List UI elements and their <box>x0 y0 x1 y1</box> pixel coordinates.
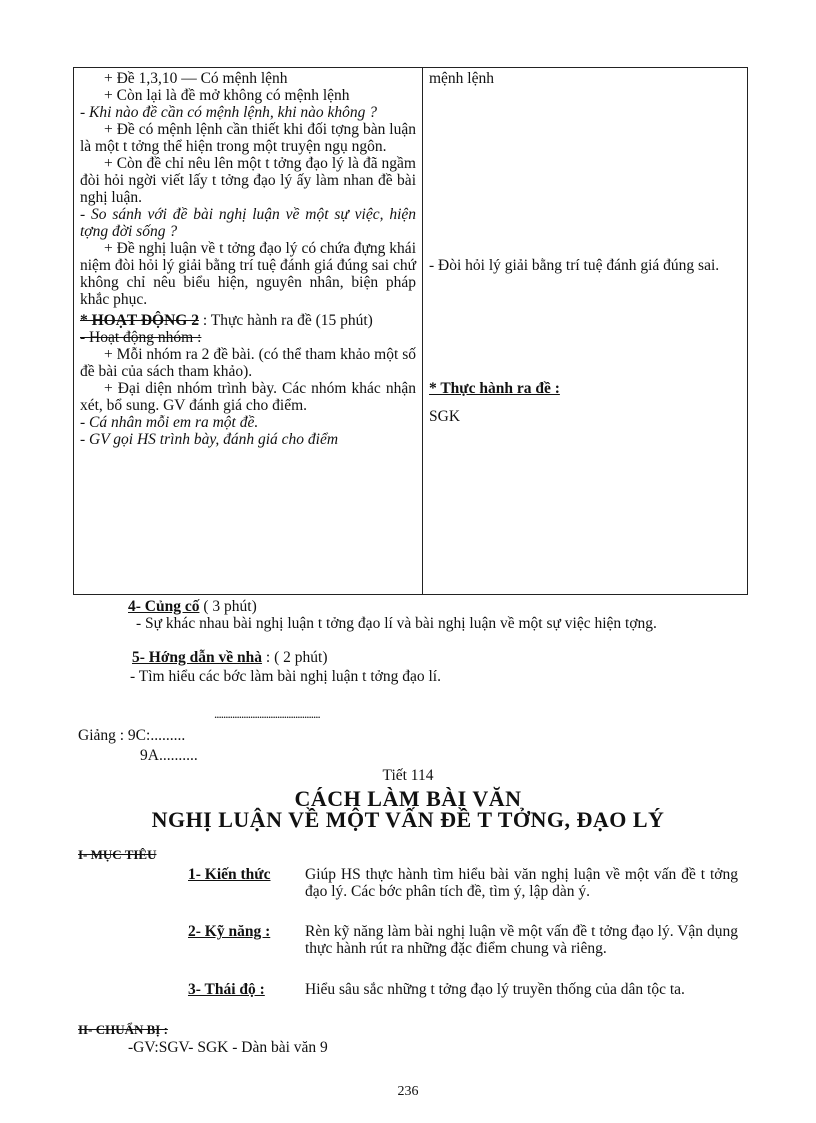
lesson-title-1: CÁCH LÀM BÀI VĂN <box>294 786 522 811</box>
left-col-part1 <box>80 70 416 308</box>
cung-co-time: ( 3 phút) <box>203 598 257 615</box>
cung-co-text: - Sự khác nhau bài nghị luận t tởng đạo lí và bài nghị luận về một sự việc hiện tợng. <box>136 615 657 632</box>
tiet-number: Tiết 114 <box>382 767 434 784</box>
cung-co-heading <box>128 598 257 615</box>
line-de-menh-lenh: + Đề 1,3,10 — Có mệnh lệnh <box>104 70 288 87</box>
cung-co-label: 4- Củng cố <box>128 598 200 615</box>
question-so-sanh: - So sánh với đề bài nghị luận về một sự việc, hiện tợng đời sống ? <box>80 206 416 240</box>
lesson-title-2: NGHỊ LUẬN VỀ MỘT VẤN ĐỀ T TỞNG, ĐẠO LÝ <box>151 807 665 832</box>
group-activity-label: - Hoạt động nhóm : <box>80 329 202 346</box>
chuan-bi-text: -GV:SGV- SGK - Dàn bài văn 9 <box>128 1039 328 1056</box>
giang-9c: Giảng : 9C:......... <box>78 727 186 744</box>
objective-label-thai-do: 3- Thái độ : <box>188 981 265 998</box>
activity-2-label: * HOẠT ĐỘNG 2 <box>80 312 199 329</box>
line-de-chi-neu: + Còn đề chỉ nêu lên một t tởng đạo lý là đã ngầm đòi hỏi ngời viết lấy t tởng đạo lý ấy làm nhan đề bài nghị luận. <box>80 155 416 206</box>
activity-2-heading <box>80 312 416 329</box>
huong-dan-label: 5- Hớng dẫn về nhà <box>132 649 263 666</box>
content-cell <box>423 68 748 595</box>
objective-text-kien-thuc: Giúp HS thực hành tìm hiểu bài văn nghị luận về một vấn đề t tởng đạo lý. Các bớc phân tích đề, tìm ý, lập dàn ý. <box>305 866 738 900</box>
right-menh-lenh: mệnh lệnh <box>429 70 494 87</box>
right-doi-hoi: - Đòi hỏi lý giải bằng trí tuệ đánh giá đúng sai. <box>429 257 720 274</box>
line-de-mo: + Còn lại là đề mở không có mệnh lệnh <box>104 87 350 104</box>
line-de-co-menh-lenh: + Đề có mệnh lệnh cần thiết khi đối tợng bàn luận là một t tởng thể hiện trong một truyện ngụ ngôn. <box>80 121 416 155</box>
huong-dan-text: - Tìm hiểu các bớc làm bài nghị luận t tởng đạo lí. <box>130 668 441 685</box>
line-moi-nhom: + Mỗi nhóm ra 2 đề bài. (có thể tham khảo một số đề bài của sách tham khảo). <box>80 346 416 380</box>
objective-text-ky-nang: Rèn kỹ năng làm bài nghị luận về một vấn đề t tởng đạo lý. Vận dụng thực hành rút ra những đặc điểm chung và riêng. <box>305 923 738 957</box>
lesson-table <box>73 67 748 595</box>
teacher-activity-cell <box>74 68 423 595</box>
right-thuc-hanh-heading: * Thực hành ra đề : <box>429 380 560 397</box>
huong-dan-time: : ( 2 phút) <box>265 649 328 666</box>
line-ca-nhan: - Cá nhân mỗi em ra một đề. <box>80 414 259 431</box>
giang-9a: 9A.......... <box>140 747 198 764</box>
separator-dots: ............................................... <box>214 706 320 721</box>
right-sgk: SGK <box>429 408 461 425</box>
question-khi-nao: - Khi nào đề cần có mệnh lệnh, khi nào không ? <box>80 104 378 121</box>
line-de-nghi-luan: + Đề nghị luận về t tởng đạo lý có chứa đựng khái niệm đòi hỏi lý giải bằng trí tuệ đánh giá đúng sai chứ không chỉ nêu biểu hiện, nguyên nhân, biện pháp khắc phục. <box>80 240 416 308</box>
objective-text-thai-do: Hiểu sâu sắc những t tởng đạo lý truyền thống của dân tộc ta. <box>305 981 685 998</box>
activity-2-text: : Thực hành ra đề (15 phút) <box>202 312 373 329</box>
chuan-bi-heading: II- CHUẨN BỊ : <box>78 1022 168 1037</box>
line-dai-dien: + Đại diện nhóm trình bày. Các nhóm khác nhận xét, bổ sung. GV đánh giá cho điểm. <box>80 380 416 414</box>
muc-tieu-heading: I- MỤC TIÊU <box>78 847 157 862</box>
huong-dan-heading <box>132 649 327 666</box>
page-number: 236 <box>397 1084 419 1099</box>
objective-label-kien-thuc: 1- Kiến thức <box>188 866 271 883</box>
line-gv-goi: - GV gọi HS trình bày, đánh giá cho điểm <box>80 431 339 448</box>
objective-label-ky-nang: 2- Kỹ năng : <box>188 923 271 940</box>
